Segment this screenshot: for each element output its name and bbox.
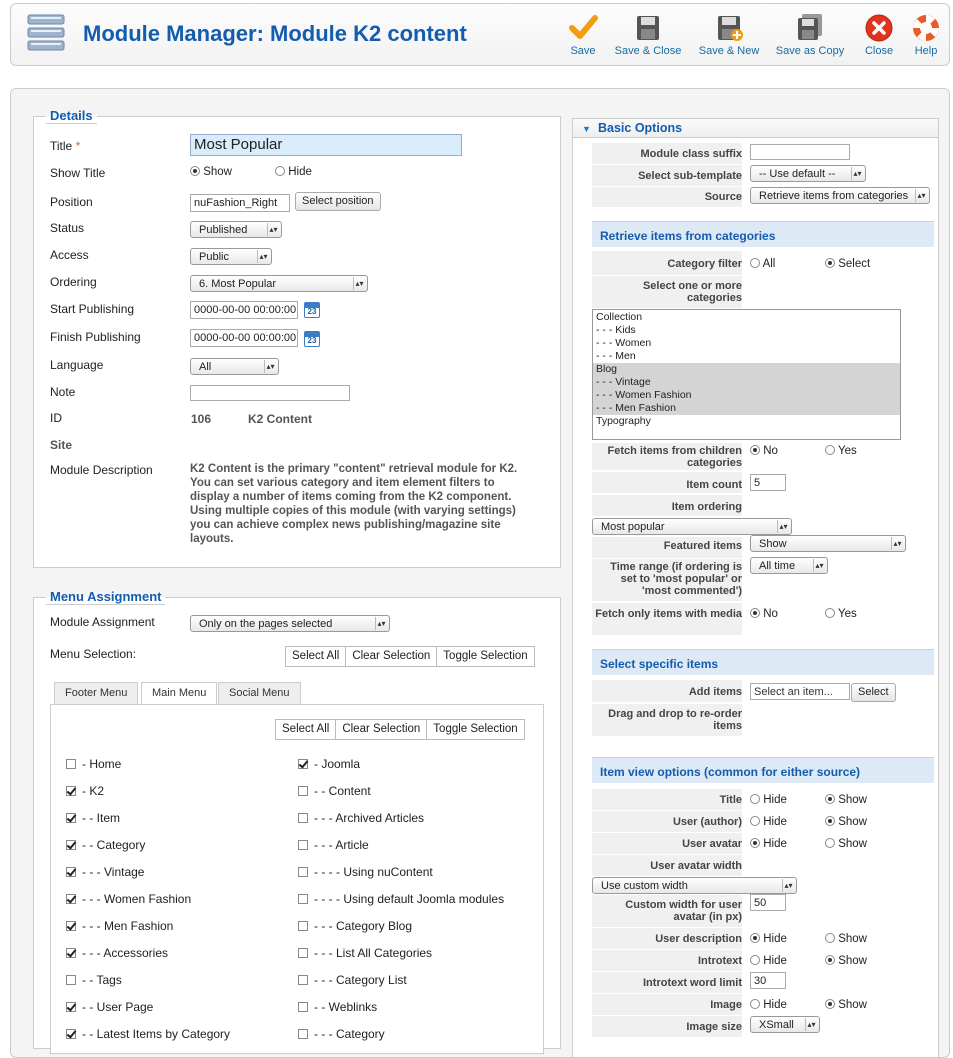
checkbox[interactable] bbox=[298, 1002, 308, 1012]
menu-item-checkbox[interactable] bbox=[298, 1027, 385, 1041]
category-option[interactable]: Blog bbox=[593, 363, 900, 376]
source-select[interactable]: Retrieve items from categories ▴▾ bbox=[750, 187, 930, 204]
category-option[interactable]: - - - Women bbox=[596, 337, 652, 349]
category-option[interactable]: - - - Men bbox=[596, 350, 636, 362]
menu-item-label: - - Weblinks bbox=[314, 1000, 378, 1014]
chevron-updown-icon: ▴▾ bbox=[851, 167, 863, 180]
lifebuoy-icon bbox=[911, 13, 941, 43]
chevron-updown-icon: ▴▾ bbox=[353, 277, 365, 290]
clear-selection-button[interactable]: Clear Selection bbox=[346, 647, 437, 666]
user-author-label: User (author) bbox=[672, 816, 742, 828]
start-publishing-label: Start Publishing bbox=[50, 302, 135, 316]
menu-item-checkbox[interactable] bbox=[298, 811, 424, 825]
sub-template-select[interactable]: -- Use default -- ▴▾ bbox=[750, 165, 866, 182]
close-label: Close bbox=[864, 45, 894, 57]
menu-item-checkbox[interactable] bbox=[66, 946, 168, 960]
menu-item-label: - - - Category bbox=[314, 1027, 385, 1041]
image-size-select[interactable]: XSmall ▴▾ bbox=[750, 1016, 820, 1033]
save-new-label: Save & New bbox=[698, 45, 760, 57]
fetch-media-yes-radio[interactable]: Yes bbox=[825, 608, 857, 620]
menu-item-checkbox[interactable] bbox=[66, 1000, 153, 1014]
checkbox[interactable] bbox=[66, 840, 76, 850]
checkbox[interactable] bbox=[298, 759, 308, 769]
status-select[interactable]: Published ▴▾ bbox=[190, 221, 282, 238]
save-close-label: Save & Close bbox=[614, 45, 682, 57]
category-filter-all-radio[interactable]: All bbox=[750, 258, 775, 270]
user-description-show-radio[interactable]: Show bbox=[825, 933, 867, 945]
menu-item-label: - - User Page bbox=[82, 1000, 154, 1014]
toggle-selection-button[interactable]: Toggle Selection bbox=[443, 650, 528, 662]
title-option-label: Title bbox=[719, 794, 742, 806]
select-position-button[interactable]: Select position bbox=[295, 192, 381, 211]
featured-items-select[interactable]: Show ▴▾ bbox=[750, 535, 906, 552]
item-count-input[interactable]: 5 bbox=[750, 474, 786, 491]
menu-item-checkbox[interactable] bbox=[66, 973, 122, 987]
menu-item-label: - - Category bbox=[82, 838, 146, 852]
floppy-new-icon bbox=[715, 13, 743, 43]
chevron-updown-icon: ▴▾ bbox=[267, 223, 279, 236]
chevron-updown-icon: ▴▾ bbox=[891, 537, 903, 550]
add-items-input[interactable]: Select an item... bbox=[750, 683, 850, 700]
site-label: Site bbox=[50, 438, 73, 452]
category-option[interactable]: Typography bbox=[596, 415, 651, 427]
module-class-suffix-label: Module class suffix bbox=[640, 148, 742, 160]
image-size-label: Image size bbox=[686, 1021, 742, 1033]
custom-width-label: Custom width for user avatar (in px) bbox=[625, 899, 742, 923]
save-label: Save bbox=[570, 45, 596, 57]
module-assignment-select[interactable]: Only on the pages selected ▴▾ bbox=[190, 615, 390, 632]
category-filter-select-radio[interactable]: Select bbox=[825, 258, 870, 270]
calendar-icon[interactable]: 23 bbox=[304, 331, 320, 347]
item-ordering-select[interactable]: Most popular ▴▾ bbox=[592, 518, 792, 535]
save-check-icon bbox=[568, 13, 598, 43]
show-title-show-radio[interactable]: Show bbox=[190, 166, 232, 178]
access-select[interactable]: Public ▴▾ bbox=[190, 248, 272, 265]
image-hide-radio[interactable]: Hide bbox=[750, 999, 787, 1011]
sub-template-label: Select sub-template bbox=[638, 170, 742, 182]
fetch-media-label: Fetch only items with media bbox=[595, 608, 742, 620]
user-avatar-show-radio[interactable]: Show bbox=[825, 838, 867, 850]
checkbox[interactable] bbox=[66, 1002, 76, 1012]
view-section-header: Item view options (common for either source) bbox=[592, 757, 934, 783]
menu-selection-buttons bbox=[285, 646, 535, 667]
time-range-label: Time range (if ordering is set to 'most popular' or 'most commented') bbox=[610, 561, 742, 597]
item-ordering-label: Item ordering bbox=[671, 501, 742, 513]
menu-item-checkbox[interactable] bbox=[298, 946, 432, 960]
specific-section-header: Select specific items bbox=[592, 649, 934, 675]
menu-item-checkbox[interactable] bbox=[298, 973, 407, 987]
menu-item-checkbox[interactable] bbox=[298, 865, 433, 879]
checkbox[interactable] bbox=[66, 975, 76, 985]
fetch-children-yes-radio[interactable]: Yes bbox=[825, 445, 857, 457]
checkbox[interactable] bbox=[66, 921, 76, 931]
checkbox[interactable] bbox=[66, 813, 76, 823]
menu-item-label: - - - Vintage bbox=[82, 865, 145, 879]
save-close-button[interactable] bbox=[613, 13, 683, 57]
chevron-updown-icon: ▴▾ bbox=[782, 879, 794, 892]
select-item-button[interactable]: Select bbox=[851, 683, 896, 702]
checkbox[interactable] bbox=[298, 867, 308, 877]
floppy-copy-icon bbox=[795, 13, 825, 43]
menu-item-label: - - - - Using default Joomla modules bbox=[314, 892, 505, 906]
menu-item-label: - - Tags bbox=[82, 973, 122, 987]
menu-selection-label: Menu Selection: bbox=[50, 647, 137, 661]
ordering-select[interactable]: 6. Most Popular ▴▾ bbox=[190, 275, 368, 292]
category-option[interactable]: - - - Women Fashion bbox=[593, 389, 900, 402]
save-new-button[interactable] bbox=[697, 13, 761, 57]
category-option[interactable]: - - - Men Fashion bbox=[593, 402, 900, 415]
menu-item-checkbox[interactable] bbox=[298, 1000, 377, 1014]
help-button[interactable] bbox=[911, 13, 941, 57]
close-button[interactable] bbox=[862, 13, 896, 57]
checkbox[interactable] bbox=[66, 948, 76, 958]
calendar-icon[interactable]: 23 bbox=[304, 302, 320, 318]
introtext-show-radio[interactable]: Show bbox=[825, 955, 867, 967]
retrieve-section-header: Retrieve items from categories bbox=[592, 221, 934, 247]
categories-listbox[interactable] bbox=[592, 309, 901, 440]
introtext-hide-radio[interactable]: Hide bbox=[750, 955, 787, 967]
menu-item-checkbox[interactable] bbox=[66, 784, 104, 798]
fetch-children-no-radio[interactable]: No bbox=[750, 445, 778, 457]
checkbox[interactable] bbox=[298, 786, 308, 796]
checkbox[interactable] bbox=[298, 813, 308, 823]
clear-selection-button[interactable]: Clear Selection bbox=[336, 720, 427, 739]
save-copy-label: Save as Copy bbox=[775, 45, 845, 57]
menu-item-label: - - - Article bbox=[314, 838, 369, 852]
title-input[interactable]: Most Popular bbox=[190, 134, 462, 156]
menu-item-checkbox[interactable] bbox=[66, 757, 121, 771]
select-categories-label: Select one or more categories bbox=[642, 280, 742, 304]
triangle-down-icon: ▼ bbox=[582, 124, 591, 134]
checkbox[interactable] bbox=[66, 1029, 76, 1039]
chevron-updown-icon: ▴▾ bbox=[813, 559, 825, 572]
menu-item-label: - - - Women Fashion bbox=[82, 892, 192, 906]
menu-item-label: - - Latest Items by Category bbox=[82, 1027, 231, 1041]
checkbox[interactable] bbox=[298, 894, 308, 904]
access-label: Access bbox=[50, 248, 89, 262]
tab-social-menu[interactable]: Social Menu bbox=[218, 682, 301, 704]
menu-item-label: - - Item bbox=[82, 811, 120, 825]
menu-item-label: - - - Men Fashion bbox=[82, 919, 174, 933]
user-avatar-label: User avatar bbox=[682, 838, 742, 850]
menu-item-label: - - - Accessories bbox=[82, 946, 169, 960]
tab-footer-menu[interactable]: Footer Menu bbox=[54, 682, 138, 704]
introtext-label: Introtext bbox=[698, 955, 742, 967]
module-description: K2 Content is the primary "content" retrieval module for K2. You can set various category and item element filters to display a number of items coming from the K2 component. Using multiple copies of this module (with varying settings) you can achieve complex news publishing/magazine site layouts. bbox=[190, 463, 518, 545]
module-class-suffix-input[interactable] bbox=[750, 144, 850, 160]
select-all-button[interactable]: Select All bbox=[276, 720, 336, 739]
finish-publishing-label: Finish Publishing bbox=[50, 330, 141, 344]
menu-item-checkbox[interactable] bbox=[298, 892, 504, 906]
checkbox[interactable] bbox=[298, 840, 308, 850]
featured-items-label: Featured items bbox=[663, 540, 742, 552]
checkbox[interactable] bbox=[298, 921, 308, 931]
save-button[interactable] bbox=[566, 13, 600, 57]
image-label: Image bbox=[710, 999, 742, 1011]
tab-main-menu[interactable]: Main Menu bbox=[141, 682, 217, 705]
menu-item-label: - - - List All Categories bbox=[314, 946, 433, 960]
toggle-selection-button[interactable]: Toggle Selection bbox=[433, 723, 518, 735]
menu-item-checkbox[interactable] bbox=[66, 1027, 230, 1041]
checkbox[interactable] bbox=[298, 1029, 308, 1039]
note-input[interactable] bbox=[190, 385, 350, 401]
fetch-children-label: Fetch items from children categories bbox=[607, 445, 742, 469]
language-select[interactable]: All ▴▾ bbox=[190, 358, 279, 375]
checkbox[interactable] bbox=[66, 759, 76, 769]
position-input[interactable]: nuFashion_Right bbox=[190, 194, 290, 212]
show-title-hide-radio[interactable]: Hide bbox=[275, 166, 312, 178]
category-option[interactable]: - - - Kids bbox=[596, 324, 636, 336]
introtext-limit-label: Introtext word limit bbox=[643, 977, 742, 989]
help-label: Help bbox=[914, 45, 938, 57]
item-count-label: Item count bbox=[686, 479, 742, 491]
menu-item-checkbox[interactable] bbox=[66, 811, 120, 825]
menu-assignment-legend: Menu Assignment bbox=[46, 589, 165, 605]
image-show-radio[interactable]: Show bbox=[825, 999, 867, 1011]
menu-item-label: - - - Category List bbox=[314, 973, 407, 987]
menu-item-checkbox[interactable] bbox=[298, 919, 412, 933]
module-type: K2 Content bbox=[248, 412, 312, 426]
chevron-updown-icon: ▴▾ bbox=[264, 360, 276, 373]
page-title: Module Manager: Module K2 content bbox=[83, 21, 467, 46]
category-option[interactable]: - - - Vintage bbox=[593, 376, 900, 389]
user-author-hide-radio[interactable]: Hide bbox=[750, 816, 787, 828]
ordering-label: Ordering bbox=[50, 275, 97, 289]
time-range-select[interactable]: All time ▴▾ bbox=[750, 557, 828, 574]
menu-item-checkbox[interactable] bbox=[298, 757, 360, 771]
floppy-icon bbox=[634, 13, 662, 43]
user-description-label: User description bbox=[655, 933, 742, 945]
start-publishing-input[interactable]: 0000-00-00 00:00:00 bbox=[190, 301, 298, 319]
module-description-label: Module Description bbox=[50, 463, 153, 477]
menu-item-checkbox[interactable] bbox=[66, 838, 145, 852]
finish-publishing-input[interactable]: 0000-00-00 00:00:00 bbox=[190, 329, 298, 347]
category-filter-label: Category filter bbox=[667, 258, 742, 270]
menu-item-label: - - - Category Blog bbox=[314, 919, 413, 933]
details-legend: Details bbox=[46, 108, 97, 124]
menu-item-checkbox[interactable] bbox=[298, 784, 371, 798]
select-all-button[interactable]: Select All bbox=[286, 647, 346, 666]
chevron-updown-icon: ▴▾ bbox=[915, 189, 927, 202]
introtext-limit-input[interactable]: 30 bbox=[750, 972, 786, 989]
module-assignment-label: Module Assignment bbox=[50, 615, 155, 629]
menu-item-checkbox[interactable] bbox=[298, 838, 369, 852]
checkbox[interactable] bbox=[66, 867, 76, 877]
close-icon bbox=[864, 13, 894, 43]
menu-item-label: - Joomla bbox=[314, 757, 361, 771]
checkbox[interactable] bbox=[298, 948, 308, 958]
position-label: Position bbox=[50, 195, 93, 209]
fetch-media-no-radio[interactable]: No bbox=[750, 608, 778, 620]
chevron-updown-icon: ▴▾ bbox=[375, 617, 387, 630]
user-description-hide-radio[interactable]: Hide bbox=[750, 933, 787, 945]
id-label: ID bbox=[50, 411, 62, 425]
category-option[interactable]: Collection bbox=[596, 311, 643, 323]
avatar-width-label: User avatar width bbox=[650, 860, 742, 872]
basic-options-title: Basic Options bbox=[598, 121, 683, 135]
source-label: Source bbox=[704, 191, 742, 203]
status-label: Status bbox=[50, 221, 85, 235]
user-avatar-hide-radio[interactable]: Hide bbox=[750, 838, 787, 850]
show-title-label: Show Title bbox=[50, 166, 106, 180]
checkbox[interactable] bbox=[66, 894, 76, 904]
toolbar bbox=[10, 3, 950, 66]
avatar-width-select[interactable]: Use custom width ▴▾ bbox=[592, 877, 797, 894]
checkbox[interactable] bbox=[66, 786, 76, 796]
chevron-updown-icon: ▴▾ bbox=[805, 1018, 817, 1031]
chevron-updown-icon: ▴▾ bbox=[257, 250, 269, 263]
menu-item-label: - - - Archived Articles bbox=[314, 811, 425, 825]
main-menu-selection-buttons bbox=[275, 719, 525, 740]
menu-item-checkbox[interactable] bbox=[66, 919, 173, 933]
note-label: Note bbox=[50, 385, 76, 399]
menu-item-label: - - Content bbox=[314, 784, 371, 798]
checkbox[interactable] bbox=[298, 975, 308, 985]
custom-width-input[interactable]: 50 bbox=[750, 894, 786, 911]
title-label: Title * bbox=[50, 139, 81, 153]
chevron-updown-icon: ▴▾ bbox=[777, 520, 789, 533]
menu-item-checkbox[interactable] bbox=[66, 865, 144, 879]
add-items-label: Add items bbox=[688, 686, 742, 698]
menu-item-checkbox[interactable] bbox=[66, 892, 191, 906]
language-label: Language bbox=[50, 358, 104, 372]
save-copy-button[interactable] bbox=[774, 13, 846, 57]
title-show-radio[interactable]: Show bbox=[825, 794, 867, 806]
user-author-show-radio[interactable]: Show bbox=[825, 816, 867, 828]
menu-item-label: - K2 bbox=[82, 784, 105, 798]
menu-item-label: - Home bbox=[82, 757, 122, 771]
title-hide-radio[interactable]: Hide bbox=[750, 794, 787, 806]
menu-item-label: - - - - Using nuContent bbox=[314, 865, 433, 879]
drag-drop-label: Drag and drop to re-order items bbox=[608, 708, 742, 732]
module-manager-icon bbox=[27, 12, 65, 54]
id-value: 106 bbox=[191, 412, 212, 426]
